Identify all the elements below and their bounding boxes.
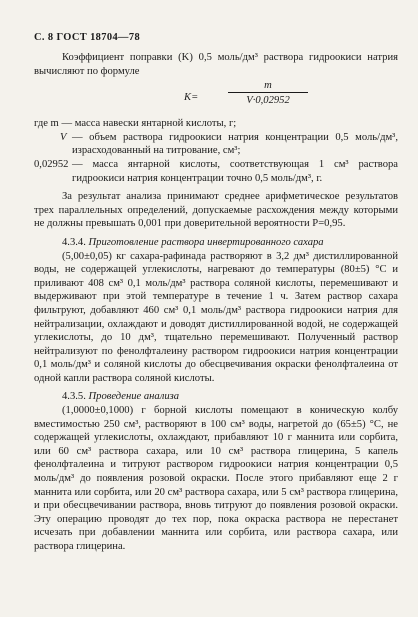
intro-paragraph: Коэффициент поправки (K) 0,5 моль/дм³ раствора гидроокиси натрия вычисляют по формуле	[34, 52, 398, 77]
formula-lhs: K=	[184, 92, 199, 104]
definition-v-text: — объем раствора гидроокиси натрия концентрации 0,5 моль/дм³, израсходованный на титрование, см³;	[72, 131, 398, 157]
section-434-heading	[34, 236, 398, 250]
section-434-title: Приготовление раствора инвертированного сахара	[88, 236, 324, 248]
section-435-number: 4.3.5.	[62, 391, 86, 403]
section-435-heading	[34, 390, 398, 404]
definition-c-symbol: 0,02952	[34, 158, 69, 170]
formula-fraction	[228, 79, 308, 108]
definition-v	[34, 131, 398, 158]
result-paragraph: За результат анализа принимают среднее арифметическое результатов трех параллельных определений, допускаемые расхождения между которыми не должны превышать 0,001 при доверительной вероятности P=0,95.	[34, 191, 398, 230]
definition-c-text: — масса янтарной кислоты, соответствующая 1 см³ раствора гидроокиси натрия концентрации точно 0,5 моль/дм³, г.	[72, 158, 398, 184]
section-435-text: (1,0000±0,1000) г борной кислоты помещают в коническую колбу вместимостью 250 см³, растворяют в 100 см³ воды, нагретой до (65±5) °С, не содержащей углекислоты, охлаждают, прибавляют 10 г маннита или сорбита, или 60 см³ раствора сахара, или 10 см³ раствора глицерина, 5 капель фенолфталеина и титруют раствором гидроокиси натрия концентрации 0,5 моль/дм³ до появления розовой окраски. После этого прибавляют еще 2 г маннита или сорбита, или 20 см³ раствора сахара, или 5 см³ раствора глицерина, и при обесцвечивании раствора, вновь титруют до появления розовой окраски. Эту операцию проводят до тех пор, пока окраска раствора не перестанет исчезать при добавлении маннита или сорбита, или раствора сахара, или раствора глицерина.	[34, 405, 398, 552]
formula-numerator: m	[264, 80, 272, 92]
document-body	[34, 51, 398, 554]
section-434-text: (5,00±0,05) кг сахара-рафинада растворяют в 3,2 дм³ дистиллированной воды, не содержащей углекислоты, нагревают до температуры (80±5) °С и приливают 408 см³ 0,1 моль/дм³ раствора соляной кислоты, перемешивают и выдерживают при этой температуре в течение 1 ч. Затем раствор сахара фильтруют, добавляют 460 см³ 0,1 моль/дм³ раствора гидроокиси натрия для нейтрализации, охлаждают и доводят дистиллированной водой, не содержащей углекислоты, до 10 дм³, тщательно перемешивают. Полученный раствор нейтрализуют по фенолфталеину раствором гидроокиси натрия концентрации 0,1 моль/дм³ и соляной кислоты до обесцвечивания окраски фенолфталеина от одной капли раствора соляной кислоты.	[34, 250, 398, 384]
formula-denominator: V·0,02952	[228, 92, 308, 108]
definition-v-symbol: V	[60, 131, 67, 143]
definition-m: где m — масса навески янтарной кислоты, г;	[34, 118, 237, 130]
section-434-number: 4.3.4.	[62, 236, 86, 248]
section-435-title: Проведение анализа	[88, 391, 180, 403]
correction-formula	[34, 79, 398, 115]
definition-c	[34, 158, 398, 185]
definitions	[34, 117, 398, 185]
page-header: С. 8 ГОСТ 18704—78	[34, 32, 141, 43]
